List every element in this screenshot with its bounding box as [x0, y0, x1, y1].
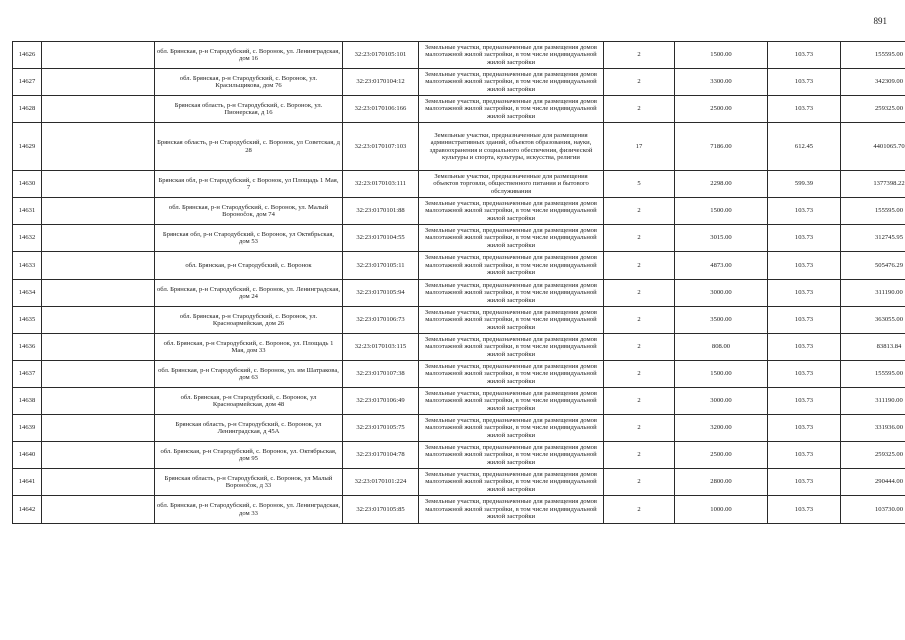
- cell-id: 14638: [13, 388, 42, 415]
- cell-area: 1500.00: [675, 361, 768, 388]
- cell-cadastral-number: 32:23:0170105:101: [343, 42, 419, 69]
- cell-id: 14631: [13, 198, 42, 225]
- cell-id: 14635: [13, 307, 42, 334]
- cell-land-use: Земельные участки, предназначенные для размещения домов малоэтажной жилой застройки, в том числе индивидуальной жилой застройки: [419, 280, 604, 307]
- cell-land-use: Земельные участки, предназначенные для размещения домов малоэтажной жилой застройки, в том числе индивидуальной жилой застройки: [419, 415, 604, 442]
- cell-cadastral-value: 103730.00: [841, 496, 905, 524]
- cell-empty: [42, 280, 155, 307]
- table-row: [13, 415, 905, 442]
- cell-empty: [42, 307, 155, 334]
- cell-id: 14627: [13, 69, 42, 96]
- cell-use-group: 2: [604, 496, 675, 524]
- cell-empty: [42, 198, 155, 225]
- cell-unit-value: 612.45: [768, 123, 841, 171]
- cell-land-use: Земельные участки, предназначенные для размещения домов малоэтажной жилой застройки, в том числе индивидуальной жилой застройки: [419, 225, 604, 252]
- cell-land-use: Земельные участки, предназначенные для размещения домов малоэтажной жилой застройки, в том числе индивидуальной жилой застройки: [419, 42, 604, 69]
- cell-use-group: 2: [604, 280, 675, 307]
- cell-address: обл. Брянская, р-н Стародубский, с. Воронок, ул. Октябрьская, дом 95: [155, 442, 343, 469]
- cell-area: 1500.00: [675, 42, 768, 69]
- cell-unit-value: 103.73: [768, 388, 841, 415]
- table-row: [13, 252, 905, 280]
- cell-address: обл. Брянская, р-н Стародубский, с. Воронок, ул. им Шатракова, дом 63: [155, 361, 343, 388]
- table-row: [13, 307, 905, 334]
- cell-cadastral-number: 32:23:0170105:75: [343, 415, 419, 442]
- cell-land-use: Земельные участки, предназначенные для размещения домов малоэтажной жилой застройки, в том числе индивидуальной жилой застройки: [419, 361, 604, 388]
- table-row: [13, 388, 905, 415]
- cell-use-group: 2: [604, 469, 675, 496]
- cell-cadastral-value: 342309.00: [841, 69, 905, 96]
- cell-address: обл. Брянская, р-н Стародубский, с. Воронок, ул. Площадь 1 Мая, дом 33: [155, 334, 343, 361]
- cell-id: 14632: [13, 225, 42, 252]
- cell-area: 7186.00: [675, 123, 768, 171]
- cell-address: обл. Брянская, р-н Стародубский, с. Воронок: [155, 252, 343, 280]
- cell-cadastral-number: 32:23:0170103:115: [343, 334, 419, 361]
- cell-unit-value: 103.73: [768, 96, 841, 123]
- cell-empty: [42, 496, 155, 524]
- cell-empty: [42, 388, 155, 415]
- table-row: [13, 469, 905, 496]
- cell-use-group: 2: [604, 42, 675, 69]
- cell-id: 14640: [13, 442, 42, 469]
- cell-cadastral-value: 1377398.22: [841, 171, 905, 198]
- cell-area: 808.00: [675, 334, 768, 361]
- cell-address: Брянская область, р-н Стародубский, с. Воронок, ул. Пионерская, д 16: [155, 96, 343, 123]
- cell-id: 14634: [13, 280, 42, 307]
- cell-land-use: Земельные участки, предназначенные для размещения домов малоэтажной жилой застройки, в том числе индивидуальной жилой застройки: [419, 198, 604, 225]
- cell-land-use: Земельные участки, предназначенные для размещения домов малоэтажной жилой застройки, в том числе индивидуальной жилой застройки: [419, 442, 604, 469]
- cell-unit-value: 103.73: [768, 334, 841, 361]
- table-row: [13, 442, 905, 469]
- table-row: [13, 69, 905, 96]
- cell-unit-value: 599.39: [768, 171, 841, 198]
- cell-cadastral-number: 32:23:0170101:224: [343, 469, 419, 496]
- cell-cadastral-number: 32:23:0170103:111: [343, 171, 419, 198]
- cell-land-use: Земельные участки, предназначенные для размещения домов малоэтажной жилой застройки, в том числе индивидуальной жилой застройки: [419, 469, 604, 496]
- cell-cadastral-number: 32:23:0170106:49: [343, 388, 419, 415]
- cell-land-use: Земельные участки, предназначенные для размещения объектов торговли, общественного питания и бытового обслуживания: [419, 171, 604, 198]
- cell-use-group: 2: [604, 361, 675, 388]
- table-row: [13, 280, 905, 307]
- cell-address: обл. Брянская, р-н Стародубский, с. Воронок, ул Красноармейская, дом 48: [155, 388, 343, 415]
- cell-empty: [42, 334, 155, 361]
- cell-use-group: 2: [604, 252, 675, 280]
- cell-cadastral-value: 155595.00: [841, 361, 905, 388]
- cell-cadastral-number: 32:23:0170107:103: [343, 123, 419, 171]
- cell-area: 3500.00: [675, 307, 768, 334]
- cell-unit-value: 103.73: [768, 42, 841, 69]
- cell-id: 14628: [13, 96, 42, 123]
- cell-area: 2800.00: [675, 469, 768, 496]
- cell-address: обл. Брянская, р-н Стародубский, с. Воронок, ул. Красноармейская, дом 26: [155, 307, 343, 334]
- cell-unit-value: 103.73: [768, 252, 841, 280]
- land-registry-table: [12, 41, 905, 524]
- cell-empty: [42, 252, 155, 280]
- table-row: [13, 361, 905, 388]
- cell-empty: [42, 123, 155, 171]
- cell-cadastral-value: 155595.00: [841, 198, 905, 225]
- cell-use-group: 2: [604, 415, 675, 442]
- cell-empty: [42, 361, 155, 388]
- page-number: 891: [873, 16, 887, 26]
- cell-cadastral-number: 32:23:0170104:55: [343, 225, 419, 252]
- cell-area: 2298.00: [675, 171, 768, 198]
- cell-cadastral-number: 32:23:0170105:11: [343, 252, 419, 280]
- cell-unit-value: 103.73: [768, 280, 841, 307]
- table-row: [13, 96, 905, 123]
- cell-area: 3000.00: [675, 388, 768, 415]
- cell-unit-value: 103.73: [768, 225, 841, 252]
- cell-land-use: Земельные участки, предназначенные для размещения домов малоэтажной жилой застройки, в том числе индивидуальной жилой застройки: [419, 96, 604, 123]
- cell-unit-value: 103.73: [768, 69, 841, 96]
- cell-cadastral-value: 290444.00: [841, 469, 905, 496]
- cell-cadastral-number: 32:23:0170104:78: [343, 442, 419, 469]
- cell-cadastral-number: 32:23:0170105:94: [343, 280, 419, 307]
- cell-land-use: Земельные участки, предназначенные для размещения домов малоэтажной жилой застройки, в том числе индивидуальной жилой застройки: [419, 69, 604, 96]
- cell-id: 14636: [13, 334, 42, 361]
- cell-empty: [42, 96, 155, 123]
- cell-area: 1000.00: [675, 496, 768, 524]
- cell-id: 14630: [13, 171, 42, 198]
- cell-address: обл. Брянская, р-н Стародубский, с. Воронок, ул. Ленинградская, дом 16: [155, 42, 343, 69]
- cell-use-group: 2: [604, 96, 675, 123]
- cell-cadastral-number: 32:23:0170106:73: [343, 307, 419, 334]
- cell-address: обл. Брянская, р-н Стародубский, с. Воронок, ул. Ленинградская, дом 24: [155, 280, 343, 307]
- cell-cadastral-value: 505476.29: [841, 252, 905, 280]
- cell-cadastral-value: 155595.00: [841, 42, 905, 69]
- cell-id: 14639: [13, 415, 42, 442]
- cell-unit-value: 103.73: [768, 361, 841, 388]
- cell-unit-value: 103.73: [768, 415, 841, 442]
- cell-empty: [42, 442, 155, 469]
- cell-area: 2500.00: [675, 442, 768, 469]
- cell-area: 3300.00: [675, 69, 768, 96]
- cell-cadastral-value: 311190.00: [841, 280, 905, 307]
- cell-use-group: 2: [604, 388, 675, 415]
- cell-empty: [42, 225, 155, 252]
- cell-address: Брянская область, р-н Стародубский, с. Воронок, ул Малый Воронočок, д 33: [155, 469, 343, 496]
- table-row: [13, 496, 905, 524]
- cell-area: 2500.00: [675, 96, 768, 123]
- cell-cadastral-number: 32:23:0170107:38: [343, 361, 419, 388]
- table-row: [13, 225, 905, 252]
- cell-address: обл. Брянская, р-н Стародубский, с. Воронок, ул. Красильщикова, дом 76: [155, 69, 343, 96]
- cell-id: 14641: [13, 469, 42, 496]
- cell-address: обл. Брянская, р-н Стародубский, с. Воронок, ул. Ленинградская, дом 33: [155, 496, 343, 524]
- cell-use-group: 2: [604, 334, 675, 361]
- cell-unit-value: 103.73: [768, 442, 841, 469]
- cell-land-use: Земельные участки, предназначенные для размещения домов малоэтажной жилой застройки, в том числе индивидуальной жилой застройки: [419, 388, 604, 415]
- cell-use-group: 2: [604, 69, 675, 96]
- cell-area: 3015.00: [675, 225, 768, 252]
- cell-use-group: 2: [604, 307, 675, 334]
- cell-cadastral-number: 32:23:0170106:166: [343, 96, 419, 123]
- cell-cadastral-value: 331936.00: [841, 415, 905, 442]
- cell-cadastral-value: 312745.95: [841, 225, 905, 252]
- cell-cadastral-value: 4401065.70: [841, 123, 905, 171]
- cell-id: 14637: [13, 361, 42, 388]
- cell-cadastral-number: 32:23:0170104:12: [343, 69, 419, 96]
- cell-unit-value: 103.73: [768, 469, 841, 496]
- cell-cadastral-number: 32:23:0170105:85: [343, 496, 419, 524]
- cell-empty: [42, 469, 155, 496]
- cell-address: Брянская область, р-н Стародубский, с. Воронок, ул Советская, д 28: [155, 123, 343, 171]
- cell-unit-value: 103.73: [768, 496, 841, 524]
- table-row: [13, 334, 905, 361]
- cell-id: 14629: [13, 123, 42, 171]
- cell-address: обл. Брянская, р-н Стародубский, с. Воронок, ул. Малый Воронočок, дом 74: [155, 198, 343, 225]
- cell-cadastral-value: 259325.00: [841, 96, 905, 123]
- table-body: [13, 42, 905, 524]
- cell-address: Брянская обл, р-н Стародубский, с Воронок, ул Площадь 1 Мая, 7: [155, 171, 343, 198]
- table-row: [13, 123, 905, 171]
- cell-land-use: Земельные участки, предназначенные для размещения административных зданий, объектов образования, науки, здравоохранения и социального обеспечения, физической культуры и спорта, культуры, искусства, религии: [419, 123, 604, 171]
- cell-address: Брянская область, р-н Стародубский, с. Воронок, ул Ленинградская, д 45А: [155, 415, 343, 442]
- cell-cadastral-number: 32:23:0170101:88: [343, 198, 419, 225]
- cell-id: 14642: [13, 496, 42, 524]
- cell-cadastral-value: 363055.00: [841, 307, 905, 334]
- cell-land-use: Земельные участки, предназначенные для размещения домов малоэтажной жилой застройки, в том числе индивидуальной жилой застройки: [419, 307, 604, 334]
- cell-use-group: 2: [604, 225, 675, 252]
- cell-empty: [42, 171, 155, 198]
- cell-use-group: 17: [604, 123, 675, 171]
- table-row: [13, 42, 905, 69]
- cell-empty: [42, 69, 155, 96]
- cell-area: 1500.00: [675, 198, 768, 225]
- cell-id: 14633: [13, 252, 42, 280]
- cell-unit-value: 103.73: [768, 307, 841, 334]
- cell-cadastral-value: 83813.84: [841, 334, 905, 361]
- cell-address: Брянская обл, р-н Стародубский, с Воронок, ул Октябрьская, дом 53: [155, 225, 343, 252]
- cell-empty: [42, 415, 155, 442]
- cell-cadastral-value: 259325.00: [841, 442, 905, 469]
- cell-id: 14626: [13, 42, 42, 69]
- cell-use-group: 2: [604, 442, 675, 469]
- cell-area: 3200.00: [675, 415, 768, 442]
- cell-land-use: Земельные участки, предназначенные для размещения домов малоэтажной жилой застройки, в том числе индивидуальной жилой застройки: [419, 334, 604, 361]
- cell-land-use: Земельные участки, предназначенные для размещения домов малоэтажной жилой застройки, в том числе индивидуальной жилой застройки: [419, 252, 604, 280]
- cell-use-group: 2: [604, 198, 675, 225]
- cell-area: 3000.00: [675, 280, 768, 307]
- table-row: [13, 198, 905, 225]
- cell-area: 4873.00: [675, 252, 768, 280]
- cell-land-use: Земельные участки, предназначенные для размещения домов малоэтажной жилой застройки, в том числе индивидуальной жилой застройки: [419, 496, 604, 524]
- cell-use-group: 5: [604, 171, 675, 198]
- cell-cadastral-value: 311190.00: [841, 388, 905, 415]
- cell-unit-value: 103.73: [768, 198, 841, 225]
- table-row: [13, 171, 905, 198]
- cell-empty: [42, 42, 155, 69]
